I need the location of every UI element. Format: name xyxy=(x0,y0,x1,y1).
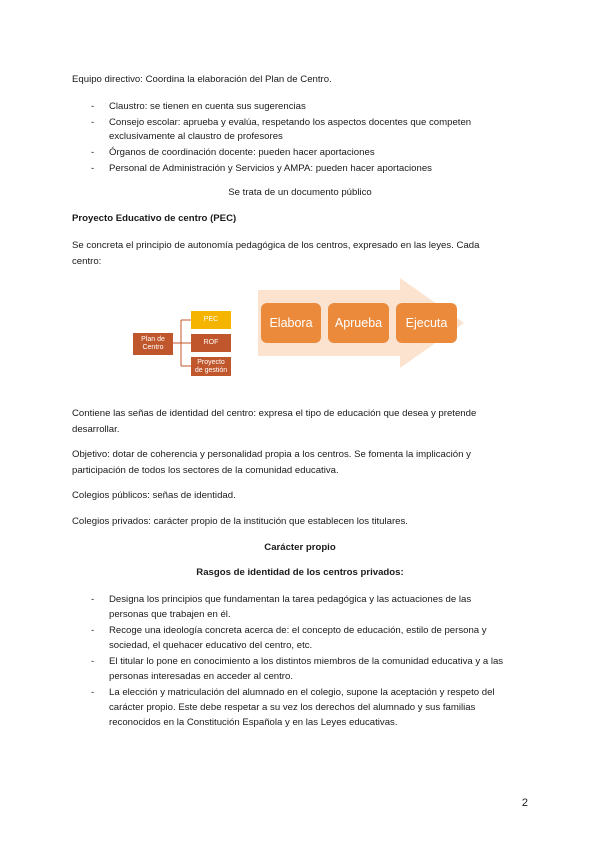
box-label: ROF xyxy=(203,339,219,346)
heading-pec: Proyecto Educativo de centro (PEC) xyxy=(72,213,237,224)
list-item: Recoge una ideología concreta acerca de: el concepto de educación, estilo de persona y xyxy=(109,625,487,636)
box-plan-de-centro xyxy=(133,333,173,355)
step-label: Ejecuta xyxy=(405,316,448,330)
page-number: 2 xyxy=(521,797,528,809)
box-label-line: Plan de xyxy=(141,336,165,343)
list-item-continuation: personas que trabajen en él. xyxy=(109,609,231,620)
heading-rasgos: Rasgos de identidad de los centros privados: xyxy=(196,567,404,578)
list-item-continuation: sociedad, el quehacer educativo del centro, etc. xyxy=(109,640,313,651)
bullet-dash: - xyxy=(91,147,95,158)
paragraph-senas: Contiene las señas de identidad del centro: expresa el tipo de educación que desea y pretende xyxy=(72,408,477,419)
list-item-continuation: reconocidos en la Constitución Española y en las Leyes educativas. xyxy=(109,717,398,728)
list-item: El titular lo pone en conocimiento a los distintos miembros de la comunidad educativa y a las xyxy=(109,656,504,667)
box-label-line: Centro xyxy=(142,344,164,351)
list-item: La elección y matriculación del alumnado en el colegio, supone la aceptación y respeto del xyxy=(109,687,495,698)
paragraph-senas-continuation: desarrollar. xyxy=(72,424,120,435)
paragraph-equipo-directivo: Equipo directivo: Coordina la elaboración del Plan de Centro. xyxy=(72,74,332,85)
centered-note: Se trata de un documento público xyxy=(228,187,372,198)
list-item: Personal de Administración y Servicios y AMPA: pueden hacer aportaciones xyxy=(109,163,432,174)
step-label: Elabora xyxy=(269,316,313,330)
list-item-continuation: carácter propio. Este debe respetar a su vez los derechos del alumnado y sus familias xyxy=(109,702,476,713)
box-label-line: de gestión xyxy=(194,366,228,374)
list-item-continuation: personas interesadas en acceder al centro. xyxy=(109,671,293,682)
box-rof xyxy=(191,334,231,352)
box-label-line: Proyecto xyxy=(197,358,225,366)
list-item: Órganos de coordinación docente: pueden hacer aportaciones xyxy=(109,147,375,158)
list-item: Claustro: se tienen en cuenta sus sugerencias xyxy=(109,101,306,112)
bullet-dash: - xyxy=(91,101,95,112)
paragraph-autonomia-continuation: centro: xyxy=(72,256,102,267)
paragraph-colegios-publicos: Colegios públicos: señas de identidad. xyxy=(72,490,236,501)
list-item-continuation: exclusivamente al claustro de profesores xyxy=(109,131,283,142)
bullet-dash: - xyxy=(91,687,95,698)
box-pec xyxy=(191,311,231,329)
bullet-dash: - xyxy=(91,117,95,128)
bullet-dash: - xyxy=(91,163,95,174)
step-elabora xyxy=(261,303,321,343)
paragraph-objetivo: Objetivo: dotar de coherencia y personalidad propia a los centros. Se fomenta la implicación y xyxy=(72,449,471,460)
paragraph-objetivo-continuation: participación de todos los sectores de la comunidad educativa. xyxy=(72,465,339,476)
paragraph-autonomia: Se concreta el principio de autonomía pedagógica de los centros, expresado en las leyes. Cada xyxy=(72,240,480,251)
bullet-dash: - xyxy=(91,656,95,667)
bullet-dash: - xyxy=(91,625,95,636)
box-proyecto-gestion xyxy=(191,357,231,376)
step-aprueba xyxy=(328,303,389,343)
step-label: Aprueba xyxy=(334,316,383,330)
heading-caracter-propio: Carácter propio xyxy=(264,542,336,553)
list-item: Designa los principios que fundamentan la tarea pedagógica y las actuaciones de las xyxy=(109,594,472,605)
bullet-dash: - xyxy=(91,594,95,605)
step-ejecuta xyxy=(396,303,457,343)
paragraph-colegios-privados: Colegios privados: carácter propio de la institución que establecen los titulares. xyxy=(72,516,408,527)
box-label: PEC xyxy=(203,316,219,323)
list-item: Consejo escolar: aprueba y evalúa, respetando los aspectos docentes que competen xyxy=(109,117,472,128)
